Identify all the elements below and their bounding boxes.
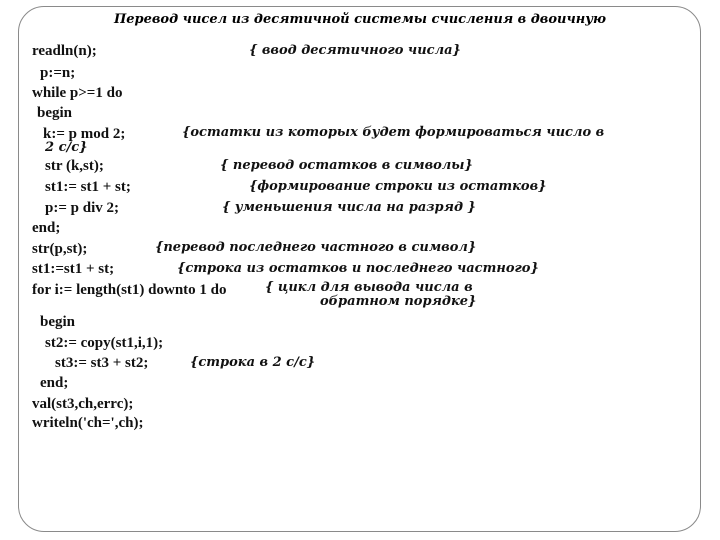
code-line: end; xyxy=(40,375,69,391)
comment: { цикл для вывода числа в xyxy=(265,280,473,295)
comment: {перевод последнего частного в символ} xyxy=(155,240,477,255)
comment: {остатки из которых будет формироваться число в xyxy=(182,125,605,140)
code-line: writeln('ch=',ch); xyxy=(32,415,144,431)
code-line: for i:= length(st1) downto 1 do xyxy=(32,282,227,298)
code-line: p:= p div 2; xyxy=(45,200,119,216)
comment-continuation: 2 с/с} xyxy=(45,140,88,155)
code-line: st2:= copy(st1,i,1); xyxy=(45,335,164,351)
code-line: while p>=1 do xyxy=(32,85,123,101)
code-line: p:=n; xyxy=(40,65,76,81)
code-line: end; xyxy=(32,220,61,236)
code-line: st1:=st1 + st; xyxy=(32,261,115,277)
comment: {строка в 2 с/с} xyxy=(190,355,316,370)
code-line: k:= p mod 2; xyxy=(43,126,126,142)
code-line: str (k,st); xyxy=(45,158,104,174)
code-line: str(p,st); xyxy=(32,241,88,257)
comment: { уменьшения числа на разряд } xyxy=(222,200,476,215)
code-line: begin xyxy=(40,314,76,330)
code-line: st3:= st3 + st2; xyxy=(55,355,149,371)
comment: {строка из остатков и последнего частного} xyxy=(177,261,539,276)
code-line: st1:= st1 + st; xyxy=(45,179,131,195)
code-line: readln(n); xyxy=(32,43,97,59)
code-line: val(st3,ch,errc); xyxy=(32,396,134,412)
comment: { перевод остатков в символы} xyxy=(220,158,473,173)
comment: {формирование строки из остатков} xyxy=(249,179,547,194)
code-line: begin xyxy=(37,105,73,121)
comment: { ввод десятичного числа} xyxy=(249,43,461,58)
comment: обратном порядке} xyxy=(320,294,477,309)
slide-title: Перевод чисел из десятичной системы счисления в двоичную xyxy=(113,12,607,27)
